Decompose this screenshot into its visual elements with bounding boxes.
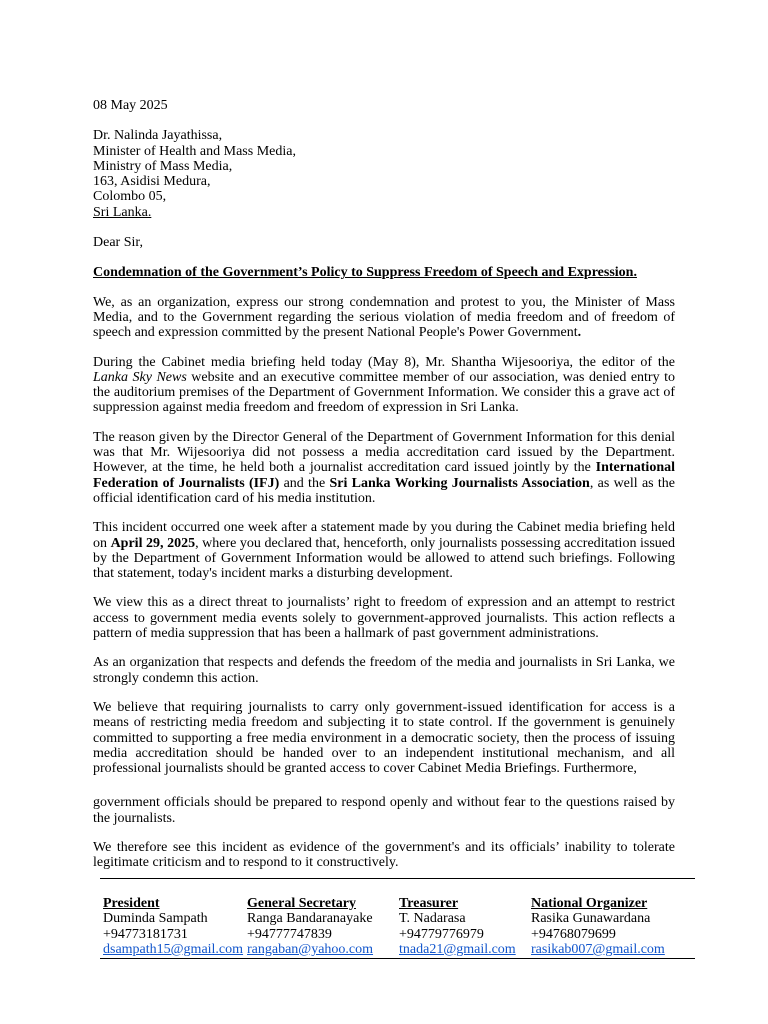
footer-bottom-divider: [100, 958, 695, 959]
paragraph-2: During the Cabinet media briefing held today (May 8), Mr. Shantha Wijesooriya, the editor of the Lanka Sky News website and an executive committee member of our association, was denied entry to the auditorium premises of the Department of Government Information. We consider this a grave act of suppression against media freedom and freedom of expression in Sri Lanka.: [93, 354, 675, 416]
officer-phone: +94768079699: [531, 926, 616, 942]
officer-phone: +94777747839: [247, 926, 332, 942]
recipient-address: [93, 128, 675, 220]
letter-date: 08 May 2025: [93, 98, 168, 113]
letter-body: [93, 98, 675, 885]
address-line: Minister of Health and Mass Media,: [93, 143, 296, 159]
paragraph-1: We, as an organization, express our strong condemnation and protest to you, the Minister of Mass Media, and to the Government regarding the serious violation of media freedom and of freedom of speech and expression committed by the present National People's Power Government.: [93, 294, 675, 341]
address-line: 163, Asidisi Medura,: [93, 174, 211, 190]
officer-name: T. Nadarasa: [399, 911, 466, 927]
paragraph-5: We view this as a direct threat to journalists’ right to freedom of expression and an attempt to restrict access to government media events solely to government-approved journalists. This action reflects a pattern of media suppression that has been a hallmark of past government administrations.: [93, 595, 675, 642]
statement-date: April 29, 2025: [110, 535, 196, 551]
officer-name: Duminda Sampath: [103, 911, 208, 927]
officer-name: Ranga Bandaranayake: [247, 911, 373, 927]
footer-top-divider: [100, 878, 695, 879]
officer-email-link[interactable]: dsampath15@gmail.com: [103, 941, 244, 957]
officer-role: President: [103, 896, 160, 911]
paragraph-9: We therefore see this incident as evidence of the government's and its officials’ inability to tolerate legitimate criticism and to respond to it constructively.: [93, 839, 675, 871]
officer-name: Rasika Gunawardana: [531, 911, 651, 927]
officer-email-link[interactable]: tnada21@gmail.com: [399, 941, 516, 957]
paragraph-8: government officials should be prepared to respond openly and without fear to the questions raised by the journalists.: [93, 795, 675, 826]
officer-phone: +94773181731: [103, 926, 188, 942]
officer-general-secretary: [247, 896, 373, 957]
address-country: Sri Lanka.: [93, 204, 152, 220]
salutation: Dear Sir,: [93, 235, 143, 251]
officer-role: General Secretary: [247, 896, 356, 911]
officer-email-link[interactable]: rangaban@yahoo.com: [247, 941, 374, 957]
officer-role: National Organizer: [531, 896, 648, 911]
officer-president: [103, 896, 243, 957]
officer-email-link[interactable]: rasikab007@gmail.com: [531, 941, 665, 957]
subject-line: Condemnation of the Government’s Policy to Suppress Freedom of Speech and Expression.: [93, 265, 637, 281]
paragraph-7: We believe that requiring journalists to carry only government-issued identification for access is a means of restricting media freedom and subjecting it to state control. If the government is genuinely committed to supporting a free media environment in a democratic society, then the process of issuing media accreditation should be handed over to an independent institutional mechanism, and all professional journalists should be granted access to cover Cabinet Media Briefings. Furthermore,: [93, 699, 675, 777]
officer-role: Treasurer: [399, 896, 459, 911]
address-line: Colombo 05,: [93, 189, 167, 205]
paragraph-6: As an organization that respects and defends the freedom of the media and journalists in Sri Lanka, we strongly condemn this action.: [93, 655, 675, 686]
officer-treasurer: [399, 896, 516, 957]
website-name: Lanka Sky News: [93, 369, 187, 385]
address-line: Dr. Nalinda Jayathissa,: [93, 128, 223, 144]
ifj-name: International Federation of Journalists (IFJ): [93, 460, 675, 491]
officer-phone: +94779776979: [399, 926, 484, 942]
officer-national-organizer: [531, 896, 665, 957]
address-line: Ministry of Mass Media,: [93, 158, 233, 174]
slwja-name: Sri Lanka Working Journalists Association: [329, 475, 590, 491]
paragraph-4: This incident occurred one week after a statement made by you during the Cabinet media briefing held on April 29, 2025, where you declared that, henceforth, only journalists possessing accreditation issued by the Department of Government Information would be allowed to attend such briefings. Following that statement, today's incident marks a disturbing development.: [93, 520, 676, 582]
paragraph-3: The reason given by the Director General of the Department of Government Information for this denial was that Mr. Wijesooriya did not possess a media accreditation card issued by the Department. However, at the time, he held both a journalist accreditation card issued jointly by the International Federation of Journalists (IFJ) and the Sri Lanka Working Journalists Association, as well as the official identification card of his media institution.: [93, 429, 676, 506]
